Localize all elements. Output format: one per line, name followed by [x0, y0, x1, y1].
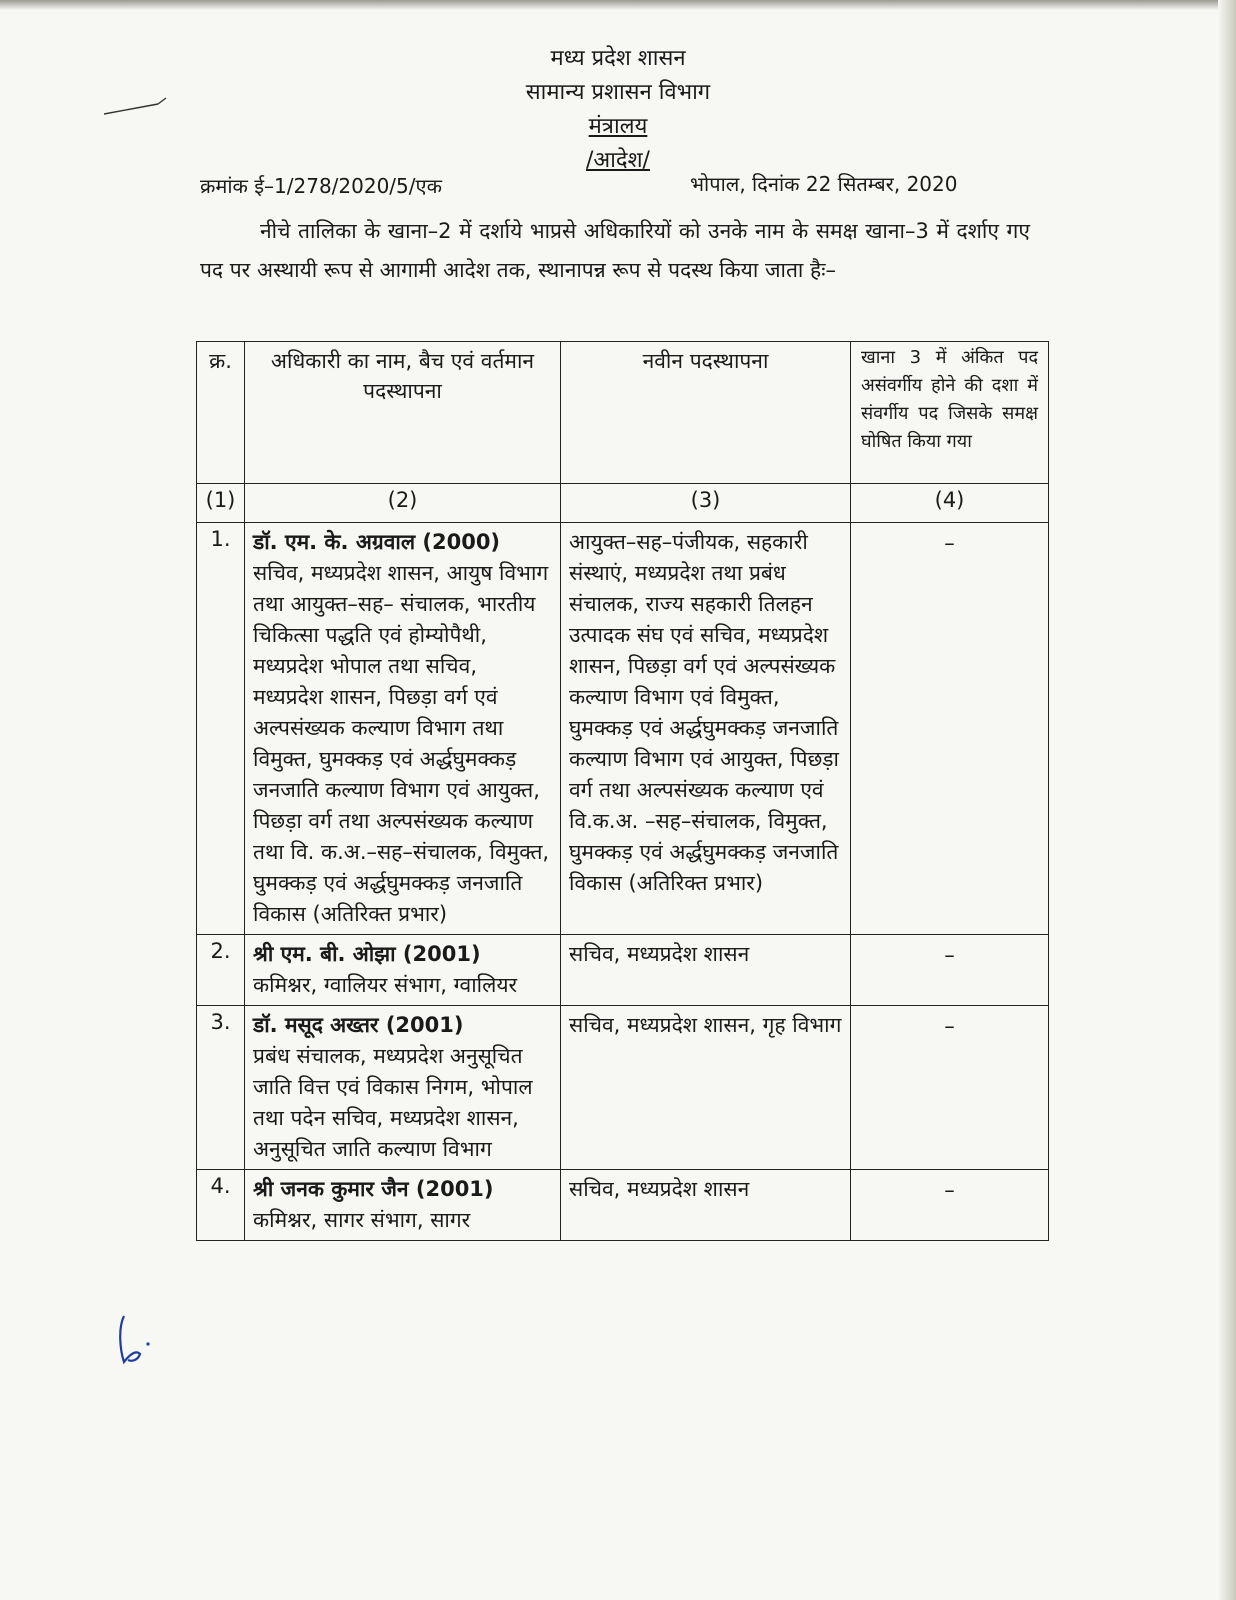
officer-name: डॉ. एम. के. अग्रवाल (2000): [253, 530, 501, 554]
order-number: क्रमांक ई–1/278/2020/5/एक: [200, 174, 442, 198]
officer-name: श्री एम. बी. ओझा (2001): [253, 942, 481, 966]
current-posting: सचिव, मध्यप्रदेश शासन, आयुष विभाग तथा आयुक्त–सह– संचालक, भारतीय चिकित्सा पद्धति एवं होम्योपैथी, मध्यप्रदेश भोपाल तथा सचिव, मध्यप्रदेश शासन, पिछड़ा वर्ग एवं अल्पसंख्यक कल्याण विभाग तथा विमुक्त, घुमक्कड़ एवं अर्द्धघुमक्कड़ जनजाति कल्याण विभाग एवं आयुक्त, पिछड़ा वर्ग तथा अल्पसंख्यक कल्याण तथा वि. क.अ.–सह–संचालक, विमुक्त, घुमक्कड़ एवं अर्द्धघुमक्कड़ जनजाति विकास (अतिरिक्त प्रभार): [253, 561, 550, 926]
handwritten-initial: [110, 1310, 160, 1370]
column-number-row: [197, 484, 1049, 523]
order-intro: नीचे तालिका के खाना–2 में दर्शाये भाप्रसे अधिकारियों को उनके नाम के समक्ष खाना–3 में दर्शाए गए पद पर अस्थायी रूप से आगामी आदेश तक, स्थानापन्न रूप से पदस्थ किया जाता हैः–: [200, 219, 1030, 282]
new-posting: सचिव, मध्यप्रदेश शासन, गृह विभाग: [561, 1006, 851, 1170]
officer-cell: [245, 1006, 561, 1170]
column-header-sn: क्र.: [197, 342, 245, 484]
column-number: (3): [561, 484, 851, 523]
current-posting: कमिश्नर, सागर संभाग, सागर: [253, 1208, 471, 1232]
posting-table: [196, 341, 1049, 1241]
officer-cell: [245, 523, 561, 935]
new-posting: सचिव, मध्यप्रदेश शासन: [561, 935, 851, 1006]
cadre-post: –: [851, 1170, 1049, 1241]
row-serial: 3.: [197, 1006, 245, 1170]
cadre-post: –: [851, 523, 1049, 935]
department-name: सामान्य प्रशासन विभाग: [525, 80, 711, 105]
row-serial: 1.: [197, 523, 245, 935]
column-number: (1): [197, 484, 245, 523]
new-posting: सचिव, मध्यप्रदेश शासन: [561, 1170, 851, 1241]
row-serial: 4.: [197, 1170, 245, 1241]
paper-edge-right: [1218, 0, 1236, 1600]
column-header-new-posting: नवीन पदस्थापना: [561, 342, 851, 484]
officer-name: डॉ. मसूद अख्तर (2001): [253, 1013, 464, 1037]
table-header-row: [197, 342, 1049, 484]
officer-cell: [245, 1170, 561, 1241]
new-posting: आयुक्त–सह–पंजीयक, सहकारी संस्थाएं, मध्यप्रदेश तथा प्रबंध संचालक, राज्य सहकारी तिलहन उत्पादक संघ एवं सचिव, मध्यप्रदेश शासन, पिछड़ा वर्ग एवं अल्पसंख्यक कल्याण विभाग एवं विमुक्त, घुमक्कड़ एवं अर्द्धघुमक्कड़ जनजाति कल्याण विभाग एवं आयुक्त, पिछड़ा वर्ग तथा अल्पसंख्यक कल्याण एवं वि.क.अ. –सह–संचालक, विमुक्त, घुमक्कड़ एवं अर्द्धघुमक्कड़ जनजाति विकास (अतिरिक्त प्रभार): [561, 523, 851, 935]
government-name: मध्य प्रदेश शासन: [550, 46, 686, 71]
column-number: (2): [245, 484, 561, 523]
ministry-name: मंत्रालय: [588, 114, 648, 139]
cadre-post: –: [851, 1006, 1049, 1170]
table-row: [197, 935, 1049, 1006]
letterhead: [0, 42, 1236, 178]
row-serial: 2.: [197, 935, 245, 1006]
place-date: भोपाल, दिनांक 22 सितम्बर, 2020: [690, 172, 958, 196]
order-heading: /आदेश/: [586, 148, 650, 173]
cadre-post: –: [851, 935, 1049, 1006]
column-header-officer: अधिकारी का नाम, बैच एवं वर्तमान पदस्थापना: [245, 342, 561, 484]
officer-name: श्री जनक कुमार जैन (2001): [253, 1177, 494, 1201]
table-row: [197, 1006, 1049, 1170]
column-header-cadre-post: खाना 3 में अंकित पद असंवर्गीय होने की दशा में संवर्गीय पद जिसके समक्ष घोषित किया गया: [851, 342, 1049, 484]
table-row: [197, 523, 1049, 935]
current-posting: कमिश्नर, ग्वालियर संभाग, ग्वालियर: [253, 973, 518, 997]
table-row: [197, 1170, 1049, 1241]
column-number: (4): [851, 484, 1049, 523]
paper-edge-top: [0, 0, 1236, 10]
officer-cell: [245, 935, 561, 1006]
current-posting: प्रबंध संचालक, मध्यप्रदेश अनुसूचित जाति वित्त एवं विकास निगम, भोपाल तथा पदेन सचिव, मध्यप्रदेश शासन, अनुसूचित जाति कल्याण विभाग: [253, 1044, 533, 1161]
